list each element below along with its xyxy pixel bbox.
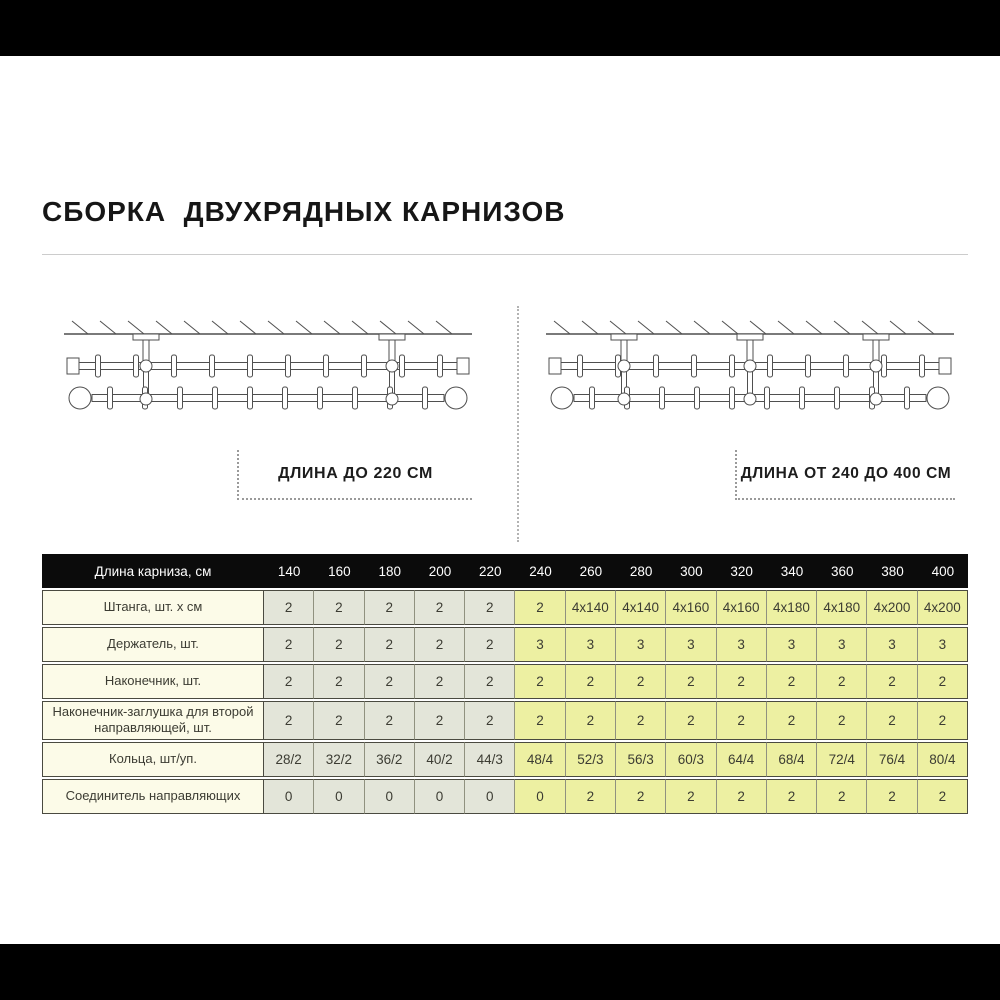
ring (248, 355, 253, 377)
ball-finial (551, 387, 573, 409)
cell: 72/4 (817, 742, 867, 777)
cell: 2 (918, 701, 968, 740)
cell: 2 (717, 701, 767, 740)
bottom-black-bar (0, 944, 1000, 1000)
cell: 2 (415, 664, 465, 699)
cell: 60/3 (666, 742, 716, 777)
cell: 0 (314, 779, 364, 814)
column-header: 320 (717, 554, 767, 588)
cell: 2 (465, 664, 515, 699)
cell: 4x200 (867, 590, 917, 625)
ring (730, 387, 735, 409)
cell: 2 (566, 779, 616, 814)
end-cap (457, 358, 469, 374)
ring (920, 355, 925, 377)
spec-table (42, 552, 968, 816)
end-cap (67, 358, 79, 374)
table-header-label: Длина карниза, см (42, 554, 264, 588)
cell: 2 (616, 701, 666, 740)
cell: 2 (264, 627, 314, 662)
bracket-joint (870, 393, 882, 405)
ring (248, 387, 253, 409)
table-row (42, 627, 968, 662)
column-header: 380 (867, 554, 917, 588)
column-header: 140 (264, 554, 314, 588)
ball-finial (445, 387, 467, 409)
column-header: 160 (314, 554, 364, 588)
cell: 4x140 (566, 590, 616, 625)
cell: 2 (264, 701, 314, 740)
cell: 2 (616, 664, 666, 699)
cell: 2 (465, 590, 515, 625)
cell: 3 (817, 627, 867, 662)
end-cap (549, 358, 561, 374)
cell: 2 (415, 627, 465, 662)
cell: 2 (515, 701, 565, 740)
cell: 4x180 (767, 590, 817, 625)
cell: 64/4 (717, 742, 767, 777)
caption-short-length (237, 450, 472, 500)
cell: 2 (314, 664, 364, 699)
cell: 2 (767, 664, 817, 699)
cell: 2 (867, 664, 917, 699)
title-divider (42, 254, 968, 255)
cell: 36/2 (365, 742, 415, 777)
ring (695, 387, 700, 409)
table-row (42, 701, 968, 740)
cell: 32/2 (314, 742, 364, 777)
cell: 2 (365, 664, 415, 699)
cell: 2 (867, 779, 917, 814)
column-header: 240 (515, 554, 565, 588)
cell: 0 (465, 779, 515, 814)
cell: 52/3 (566, 742, 616, 777)
ring (423, 387, 428, 409)
column-header: 220 (465, 554, 515, 588)
bracket-joint (744, 393, 756, 405)
table-row (42, 664, 968, 699)
row-label: Наконечник, шт. (42, 664, 264, 699)
column-header: 260 (566, 554, 616, 588)
cell: 3 (867, 627, 917, 662)
ring (318, 387, 323, 409)
cell: 0 (515, 779, 565, 814)
cell: 2 (314, 590, 364, 625)
cell: 0 (264, 779, 314, 814)
ring (660, 387, 665, 409)
ring (905, 387, 910, 409)
column-header: 300 (666, 554, 716, 588)
cell: 2 (515, 664, 565, 699)
cell: 2 (264, 664, 314, 699)
ring (768, 355, 773, 377)
cell: 3 (515, 627, 565, 662)
row-label: Кольца, шт/уп. (42, 742, 264, 777)
cell: 0 (365, 779, 415, 814)
cell: 3 (616, 627, 666, 662)
cell: 2 (566, 664, 616, 699)
cell: 4x140 (616, 590, 666, 625)
column-header: 340 (767, 554, 817, 588)
cell: 2 (918, 664, 968, 699)
cell: 2 (666, 779, 716, 814)
column-header: 280 (616, 554, 666, 588)
cell: 4x160 (666, 590, 716, 625)
cell: 2 (566, 701, 616, 740)
table-row (42, 779, 968, 814)
cell: 56/3 (616, 742, 666, 777)
cell: 4x160 (717, 590, 767, 625)
cell: 2 (415, 701, 465, 740)
bracket-plate (863, 334, 889, 340)
cell: 2 (666, 664, 716, 699)
cell: 68/4 (767, 742, 817, 777)
cell: 80/4 (918, 742, 968, 777)
bracket-joint (140, 393, 152, 405)
cell: 2 (365, 701, 415, 740)
cell: 2 (767, 701, 817, 740)
cell: 0 (415, 779, 465, 814)
cell: 44/3 (465, 742, 515, 777)
ring (806, 355, 811, 377)
ring (286, 355, 291, 377)
cell: 2 (817, 779, 867, 814)
bracket-joint (386, 360, 398, 372)
ring (590, 387, 595, 409)
ring (578, 355, 583, 377)
ring (438, 355, 443, 377)
diagram-long-cornice (540, 318, 960, 430)
bracket-joint (744, 360, 756, 372)
column-header: 180 (365, 554, 415, 588)
cell: 4x180 (817, 590, 867, 625)
cell: 3 (918, 627, 968, 662)
ring (108, 387, 113, 409)
cell: 2 (817, 701, 867, 740)
ring (178, 387, 183, 409)
cell: 2 (465, 627, 515, 662)
cell: 2 (767, 779, 817, 814)
cell: 3 (566, 627, 616, 662)
ring (210, 355, 215, 377)
cell: 2 (415, 590, 465, 625)
cell: 2 (717, 779, 767, 814)
cell: 2 (365, 590, 415, 625)
cell: 40/2 (415, 742, 465, 777)
table-row (42, 590, 968, 625)
ring (800, 387, 805, 409)
bracket-plate (611, 334, 637, 340)
cell: 76/4 (867, 742, 917, 777)
ring (96, 355, 101, 377)
cell: 2 (314, 701, 364, 740)
ring (835, 387, 840, 409)
ring (765, 387, 770, 409)
cell: 2 (918, 779, 968, 814)
cell: 48/4 (515, 742, 565, 777)
bracket-joint (140, 360, 152, 372)
bracket-plate (133, 334, 159, 340)
bracket-joint (870, 360, 882, 372)
column-header: 360 (817, 554, 867, 588)
cell: 2 (817, 664, 867, 699)
cell: 4x200 (918, 590, 968, 625)
cell: 3 (767, 627, 817, 662)
ball-finial (69, 387, 91, 409)
top-black-bar (0, 0, 1000, 56)
ball-finial (927, 387, 949, 409)
cell: 2 (616, 779, 666, 814)
row-label: Штанга, шт. х см (42, 590, 264, 625)
bracket-joint (386, 393, 398, 405)
cell: 2 (515, 590, 565, 625)
bracket-plate (379, 334, 405, 340)
ring (730, 355, 735, 377)
ring (353, 387, 358, 409)
ring (134, 355, 139, 377)
row-label: Наконечник-заглушка для второй направляющей, шт. (42, 701, 264, 740)
diagram-short-cornice (58, 318, 478, 430)
bracket-joint (618, 360, 630, 372)
ring (844, 355, 849, 377)
cell: 28/2 (264, 742, 314, 777)
cell: 2 (365, 627, 415, 662)
cell: 2 (264, 590, 314, 625)
ring (213, 387, 218, 409)
caption-long-length (735, 450, 955, 500)
column-header: 400 (918, 554, 968, 588)
bracket-plate (737, 334, 763, 340)
ring (654, 355, 659, 377)
ring (283, 387, 288, 409)
caption-long-text: ДЛИНА ОТ 240 ДО 400 СМ (740, 465, 952, 482)
cornice-svg (540, 318, 960, 430)
ring (362, 355, 367, 377)
cornice-svg (58, 318, 478, 430)
column-header: 200 (415, 554, 465, 588)
cell: 3 (666, 627, 716, 662)
row-label: Держатель, шт. (42, 627, 264, 662)
bracket-joint (618, 393, 630, 405)
ring (172, 355, 177, 377)
cell: 2 (314, 627, 364, 662)
end-cap (939, 358, 951, 374)
caption-short-text: ДЛИНА ДО 220 СМ (278, 465, 433, 482)
ring (324, 355, 329, 377)
ring (400, 355, 405, 377)
cell: 2 (717, 664, 767, 699)
cell: 2 (465, 701, 515, 740)
cell: 3 (717, 627, 767, 662)
cell: 2 (666, 701, 716, 740)
page-title: СБОРКА ДВУХРЯДНЫХ КАРНИЗОВ (42, 196, 566, 227)
diagram-separator (517, 306, 519, 542)
cell: 2 (867, 701, 917, 740)
table-row (42, 742, 968, 777)
row-label: Соединитель направляющих (42, 779, 264, 814)
ring (692, 355, 697, 377)
